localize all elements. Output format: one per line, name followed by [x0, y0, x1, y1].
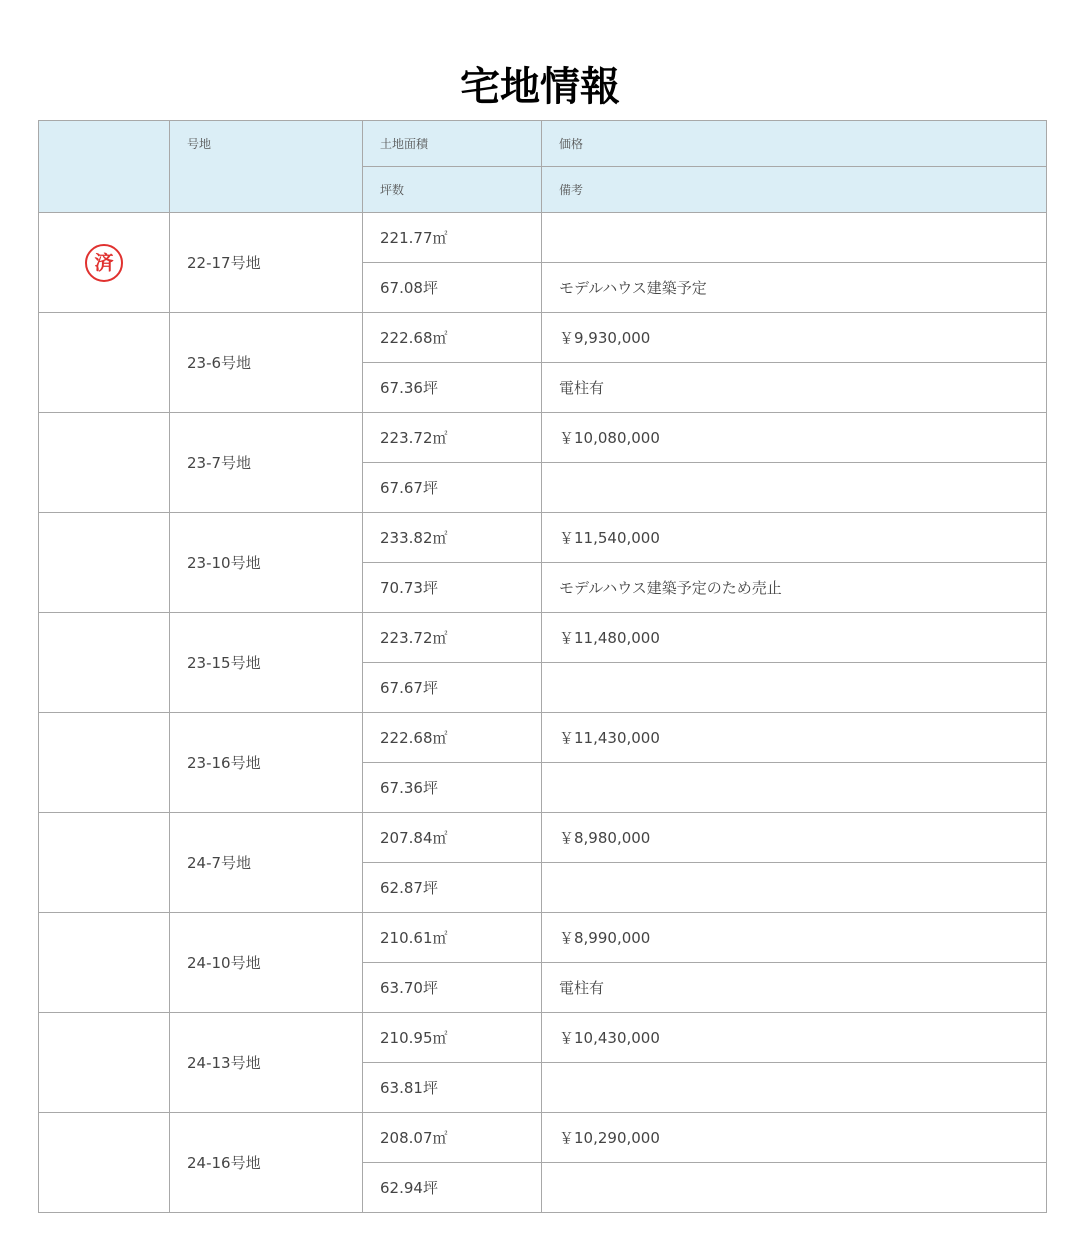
table-row — [39, 613, 1047, 663]
header-area: 土地面積 — [363, 121, 542, 167]
lot-price: ￥10,430,000 — [542, 1013, 1047, 1063]
lot-tsubo: 70.73坪 — [363, 563, 542, 613]
status-cell — [39, 1113, 170, 1213]
lot-tsubo: 62.94坪 — [363, 1163, 542, 1213]
table-row — [39, 213, 1047, 263]
lot-tsubo: 62.87坪 — [363, 863, 542, 913]
status-cell — [39, 213, 170, 313]
lot-price: ￥11,430,000 — [542, 713, 1047, 763]
table-row — [39, 1113, 1047, 1163]
lot-tsubo: 67.36坪 — [363, 363, 542, 413]
lot-tsubo: 63.81坪 — [363, 1063, 542, 1113]
lot-name: 24-7号地 — [170, 813, 363, 913]
lot-tsubo: 67.36坪 — [363, 763, 542, 813]
lot-name: 23-6号地 — [170, 313, 363, 413]
lot-area: 222.68㎡ — [363, 713, 542, 763]
table-row — [39, 513, 1047, 563]
lot-tsubo: 67.67坪 — [363, 463, 542, 513]
table-body — [39, 213, 1047, 1213]
lot-note — [542, 863, 1047, 913]
lot-area: 221.77㎡ — [363, 213, 542, 263]
lot-area: 207.84㎡ — [363, 813, 542, 863]
lot-note: 電柱有 — [542, 363, 1047, 413]
lot-note: モデルハウス建築予定 — [542, 263, 1047, 313]
lot-note: 電柱有 — [542, 963, 1047, 1013]
lot-tsubo: 67.67坪 — [363, 663, 542, 713]
table-row — [39, 1013, 1047, 1063]
lot-area: 233.82㎡ — [363, 513, 542, 563]
lot-price: ￥10,290,000 — [542, 1113, 1047, 1163]
lot-note — [542, 663, 1047, 713]
lot-name: 24-16号地 — [170, 1113, 363, 1213]
table-row — [39, 813, 1047, 863]
lot-note — [542, 1163, 1047, 1213]
lot-price: ￥11,540,000 — [542, 513, 1047, 563]
lot-area: 223.72㎡ — [363, 613, 542, 663]
lot-area: 210.61㎡ — [363, 913, 542, 963]
lot-note — [542, 1063, 1047, 1113]
status-cell — [39, 913, 170, 1013]
lot-name: 24-13号地 — [170, 1013, 363, 1113]
status-cell — [39, 613, 170, 713]
lot-tsubo: 67.08坪 — [363, 263, 542, 313]
status-cell — [39, 413, 170, 513]
lot-table — [38, 120, 1047, 1213]
lot-name: 23-16号地 — [170, 713, 363, 813]
status-cell — [39, 313, 170, 413]
header-status — [39, 121, 170, 213]
table-row — [39, 413, 1047, 463]
lot-name: 23-10号地 — [170, 513, 363, 613]
header-note: 備考 — [542, 167, 1047, 213]
lot-note: モデルハウス建築予定のため売止 — [542, 563, 1047, 613]
table-row — [39, 713, 1047, 763]
header-price: 価格 — [542, 121, 1047, 167]
table-header — [39, 121, 1047, 213]
status-cell — [39, 813, 170, 913]
lot-name: 22-17号地 — [170, 213, 363, 313]
header-row — [39, 121, 1047, 167]
header-tsubo: 坪数 — [363, 167, 542, 213]
status-cell — [39, 513, 170, 613]
sold-stamp-icon: 済 — [85, 244, 123, 282]
lot-area: 222.68㎡ — [363, 313, 542, 363]
lot-name: 23-7号地 — [170, 413, 363, 513]
lot-note — [542, 763, 1047, 813]
lot-note — [542, 463, 1047, 513]
lot-area: 223.72㎡ — [363, 413, 542, 463]
lot-price: ￥11,480,000 — [542, 613, 1047, 663]
table-row — [39, 913, 1047, 963]
lot-price: ￥8,980,000 — [542, 813, 1047, 863]
lot-area: 210.95㎡ — [363, 1013, 542, 1063]
page-title: 宅地情報 — [460, 62, 620, 110]
lot-area: 208.07㎡ — [363, 1113, 542, 1163]
lot-name: 23-15号地 — [170, 613, 363, 713]
lot-price: ￥9,930,000 — [542, 313, 1047, 363]
header-lot: 号地 — [170, 121, 363, 213]
table-row — [39, 313, 1047, 363]
lot-price: ￥8,990,000 — [542, 913, 1047, 963]
status-cell — [39, 1013, 170, 1113]
lot-price: ￥10,080,000 — [542, 413, 1047, 463]
lot-price — [542, 213, 1047, 263]
lot-tsubo: 63.70坪 — [363, 963, 542, 1013]
status-cell — [39, 713, 170, 813]
lot-name: 24-10号地 — [170, 913, 363, 1013]
